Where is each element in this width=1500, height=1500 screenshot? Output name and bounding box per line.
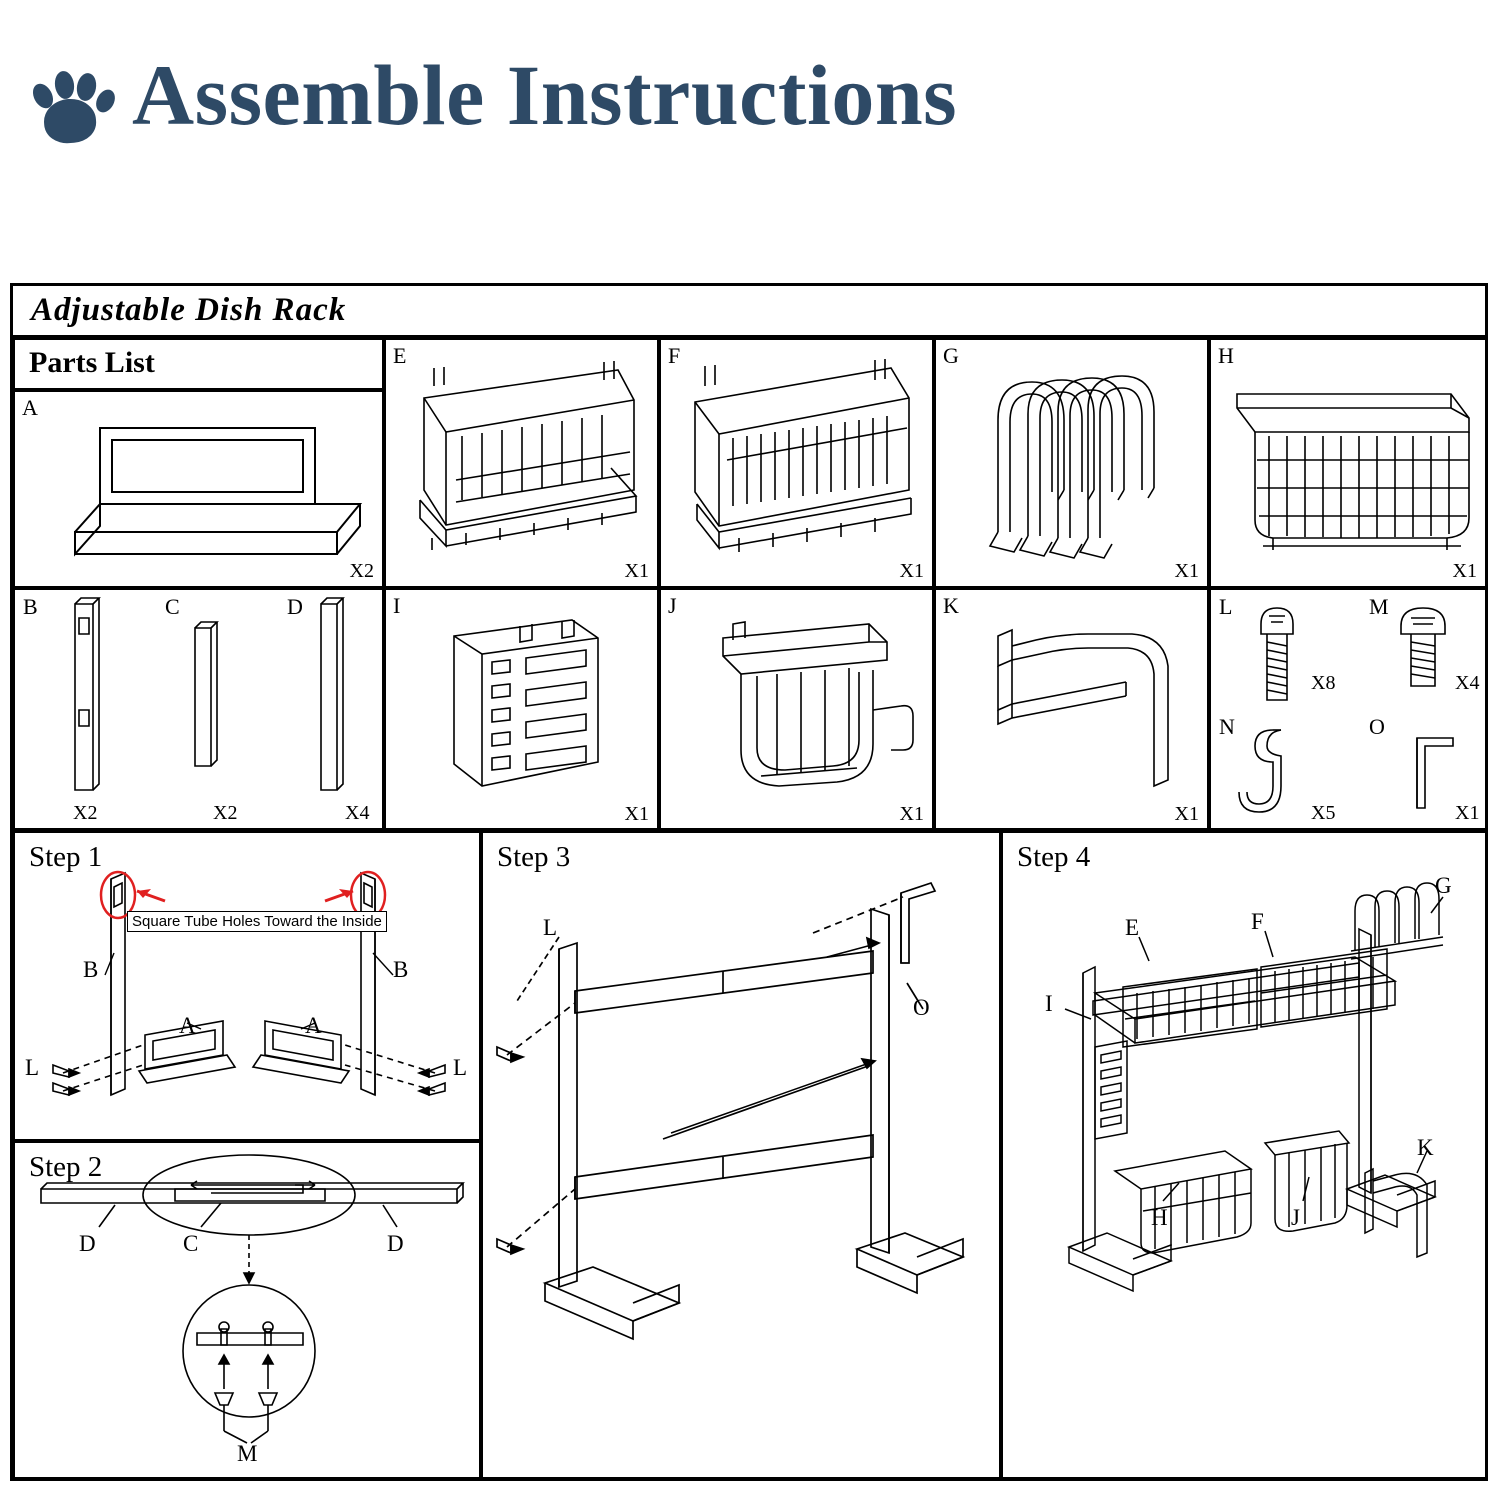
part-tag-l: L bbox=[1219, 594, 1233, 619]
parts-list-title: Parts List bbox=[29, 346, 155, 379]
step-2-callout-d-left: D bbox=[79, 1231, 96, 1256]
part-drawing-lmno bbox=[1211, 590, 1487, 831]
part-tag-b: B bbox=[23, 594, 38, 619]
part-qty-c: X2 bbox=[213, 802, 238, 824]
part-tag-d: D bbox=[287, 594, 303, 619]
part-drawing-g bbox=[936, 340, 1209, 588]
part-tag-o: O bbox=[1369, 714, 1385, 739]
part-tag-h: H bbox=[1218, 343, 1234, 368]
step-4-callout-k: K bbox=[1417, 1135, 1434, 1160]
part-qty-g: X1 bbox=[1174, 560, 1199, 582]
part-qty-f: X1 bbox=[899, 560, 924, 582]
part-drawing-i bbox=[386, 590, 659, 831]
step-2-callout-c: C bbox=[183, 1231, 199, 1256]
step-3-callout-o: O bbox=[913, 995, 930, 1020]
step-2-drawing bbox=[15, 1143, 481, 1479]
product-title: Adjustable Dish Rack bbox=[31, 292, 347, 328]
part-tag-c: C bbox=[165, 594, 180, 619]
part-drawing-a bbox=[15, 392, 384, 588]
part-tag-n: N bbox=[1219, 714, 1235, 739]
part-cell-bcd bbox=[13, 588, 384, 831]
part-qty-j: X1 bbox=[899, 803, 924, 825]
step-4-drawing bbox=[1003, 833, 1487, 1479]
parts-list-header-cell bbox=[13, 338, 384, 390]
instruction-sheet bbox=[10, 283, 1488, 1481]
step-4-callout-i: I bbox=[1045, 991, 1053, 1016]
part-cell-lmno bbox=[1209, 588, 1487, 831]
step-1-callout-l-right: L bbox=[453, 1055, 468, 1080]
part-qty-d: X4 bbox=[345, 802, 370, 824]
step-1-callout-b-right: B bbox=[393, 957, 409, 982]
part-qty-o: X1 bbox=[1455, 802, 1480, 824]
part-tag-a: A bbox=[22, 395, 38, 420]
step-3-callout-l: L bbox=[543, 915, 558, 940]
paw-print-icon bbox=[22, 55, 118, 151]
product-title-bar bbox=[13, 286, 1485, 338]
step-4-box bbox=[1001, 831, 1487, 1479]
part-cell-k bbox=[934, 588, 1209, 831]
part-drawing-e bbox=[386, 340, 659, 588]
part-drawing-h bbox=[1211, 340, 1487, 588]
part-cell-e bbox=[384, 338, 659, 588]
step-4-callout-e: E bbox=[1125, 915, 1140, 940]
step-1-note: Square Tube Holes Toward the Inside bbox=[127, 911, 387, 932]
part-cell-j bbox=[659, 588, 934, 831]
part-cell-f bbox=[659, 338, 934, 588]
parts-list-section bbox=[13, 338, 1485, 831]
part-qty-b: X2 bbox=[73, 802, 98, 824]
part-qty-h: X1 bbox=[1452, 560, 1477, 582]
part-cell-a bbox=[13, 390, 384, 588]
step-2-callout-m: M bbox=[237, 1441, 258, 1466]
page-header bbox=[0, 0, 1500, 150]
step-4-label: Step 4 bbox=[1017, 841, 1091, 873]
part-drawing-f bbox=[661, 340, 934, 588]
step-3-box bbox=[481, 831, 1001, 1479]
part-cell-g bbox=[934, 338, 1209, 588]
part-tag-e: E bbox=[393, 343, 407, 368]
step-1-callout-a-right: A bbox=[305, 1013, 322, 1038]
part-tag-g: G bbox=[943, 343, 959, 368]
part-qty-i: X1 bbox=[624, 803, 649, 825]
part-tag-f: F bbox=[668, 343, 681, 368]
part-qty-n: X5 bbox=[1311, 802, 1336, 824]
step-2-callout-d-right: D bbox=[387, 1231, 404, 1256]
page-title: Assemble Instructions bbox=[132, 47, 958, 143]
part-cell-i bbox=[384, 588, 659, 831]
part-qty-m: X4 bbox=[1455, 672, 1480, 694]
part-qty-k: X1 bbox=[1174, 803, 1199, 825]
step-1-label: Step 1 bbox=[29, 841, 103, 873]
steps-section bbox=[13, 831, 1485, 1479]
part-tag-j: J bbox=[668, 593, 677, 618]
part-cell-h bbox=[1209, 338, 1487, 588]
part-tag-i: I bbox=[393, 593, 401, 618]
step-4-callout-h: H bbox=[1151, 1205, 1168, 1230]
step-2-label: Step 2 bbox=[29, 1151, 103, 1183]
step-1-drawing bbox=[15, 833, 481, 1141]
step-4-callout-f: F bbox=[1251, 909, 1264, 934]
step-3-drawing bbox=[483, 833, 1001, 1479]
step-1-callout-a-left: A bbox=[179, 1013, 196, 1038]
part-qty-l: X8 bbox=[1311, 672, 1336, 694]
part-tag-k: K bbox=[943, 593, 959, 618]
step-1-box bbox=[13, 831, 481, 1141]
part-drawing-bcd bbox=[15, 590, 384, 831]
step-1-callout-b-left: B bbox=[83, 957, 99, 982]
step-2-box bbox=[13, 1141, 481, 1479]
part-drawing-k bbox=[936, 590, 1209, 831]
step-4-callout-g: G bbox=[1435, 873, 1452, 898]
part-qty-e: X1 bbox=[624, 560, 649, 582]
part-drawing-j bbox=[661, 590, 934, 831]
step-4-callout-j: J bbox=[1291, 1205, 1300, 1230]
part-tag-m: M bbox=[1369, 594, 1389, 619]
step-1-callout-l-left: L bbox=[25, 1055, 40, 1080]
step-3-label: Step 3 bbox=[497, 841, 571, 873]
part-qty-a: X2 bbox=[349, 560, 374, 582]
